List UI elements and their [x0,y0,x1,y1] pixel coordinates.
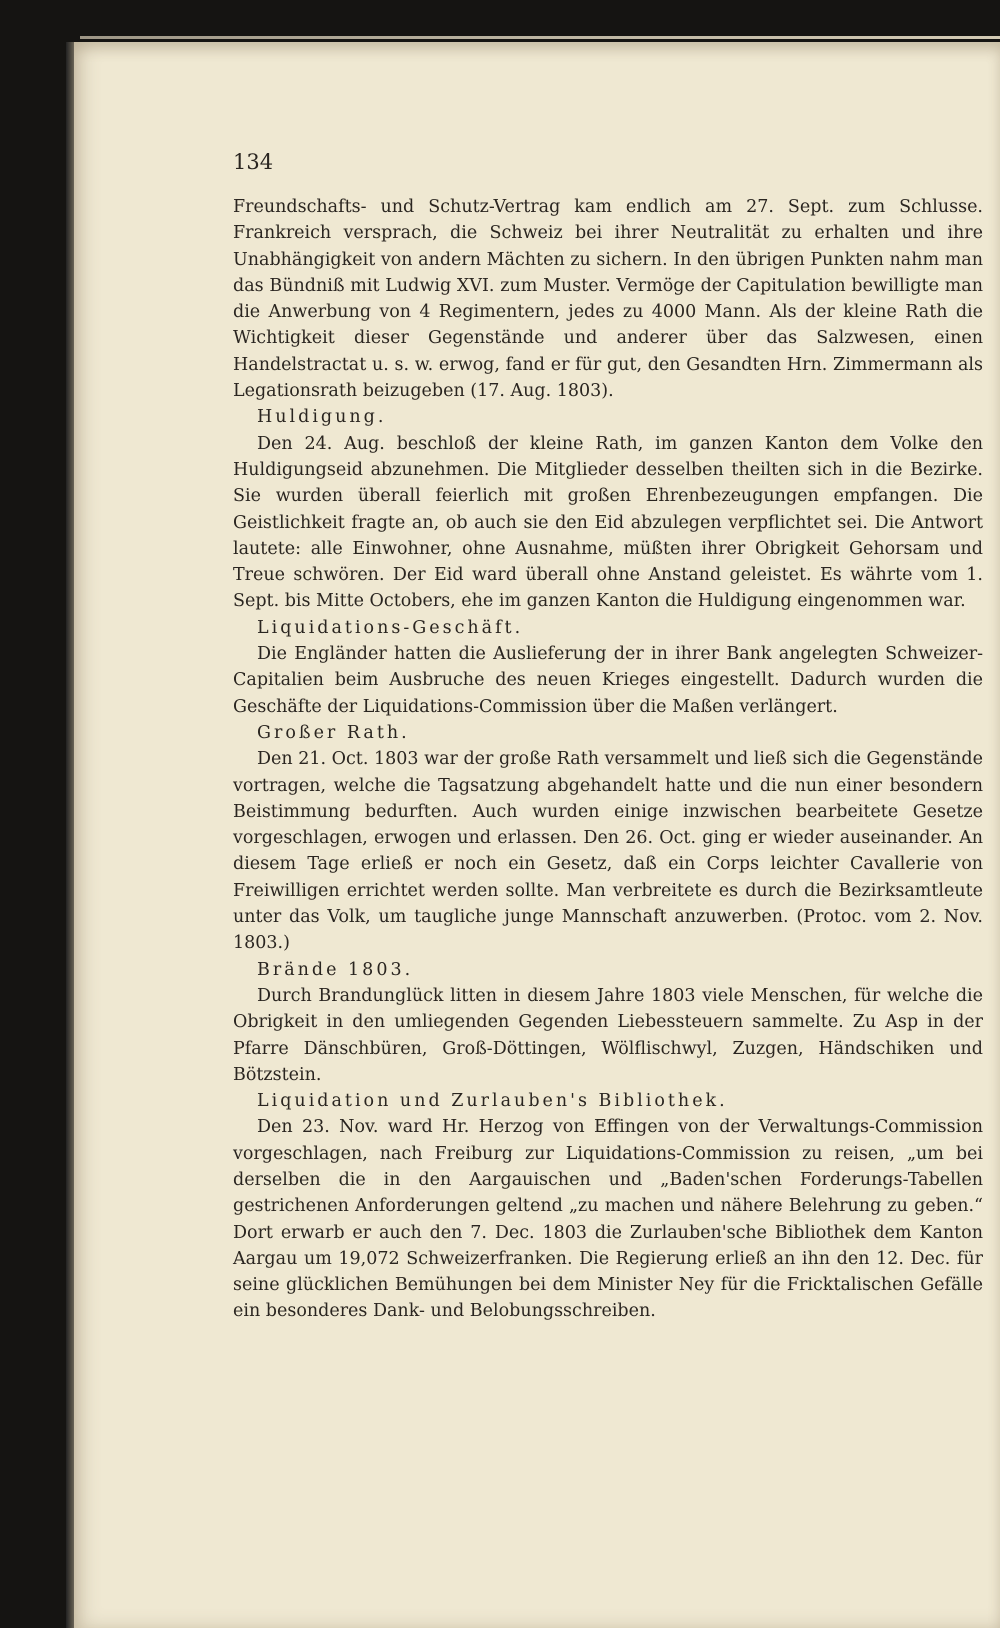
page-number: 134 [233,150,274,174]
paragraph: Freundschafts- und Schutz-Vertrag kam endlich am 27. Sept. zum Schlusse. Frankreich versprach, die Schweiz bei ihrer Neutralität zu erhalten und ihre Unabhängigkeit von andern Mächten zu sichern. In den übrigen Punkten nahm man das Bündniß mit Ludwig XVI. zum Muster. Vermöge der Capitulation bewilligte man die Anwerbung von 4 Regimentern, jedes zu 4000 Mann. Als der kleine Rath die Wichtigkeit dieser Gegenstände und anderer über das Salzwesen, einen Handelstractat u. s. w. erwog, fand er für gut, den Gesandten Hrn. Zimmermann als Legationsrath beizugeben (17. Aug. 1803). [233,197,983,402]
paragraph: Durch Brandunglück litten in diesem Jahre 1803 viele Menschen, für welche die Obrigkeit in den umliegenden Gegenden Liebessteuern sammelte. Zu Asp in der Pfarre Dänschbüren, Groß-Döttingen, Wölflischwyl, Zuzgen, Händschiken und Bötzstein. [233,985,983,1085]
page-stack-edge [80,36,1000,39]
page-body [233,194,983,1325]
paragraph: Den 21. Oct. 1803 war der große Rath versammelt und ließ sich die Gegenstände vortragen, welche die Tagsatzung abgehandelt hatte und die nun einer besondern Beistimmung bedurften. Auch wurden einige inzwischen bearbeitete Gesetze vorgeschlagen, erwogen und erlassen. Den 26. Oct. ging er wieder auseinander. An diesem Tage erließ er noch ein Gesetz, daß ein Corps leichter Cavallerie von Freiwilligen errichtet werden sollte. Man verbreitete es durch die Bezirksamtleute unter das Volk, um taugliche junge Mannschaft anzuwerben. (Protoc. vom 2. Nov. 1803.) [233,749,983,954]
paragraph: Den 23. Nov. ward Hr. Herzog von Effingen von der Verwaltungs-Commission vorgeschlagen, nach Freiburg zur Liquidations-Commission zu reisen, „um bei derselben die in den Aargauischen und „Baden'schen Forderungs-Tabellen gestrichenen Anforderungen geltend „zu machen und nähere Belehrung zu geben.“ Dort erwarb er auch den 7. Dec. 1803 die Zurlauben'sche Bibliothek dem Kanton Aargau um 19,072 Schweizerfranken. Die Regierung erließ an ihn den 12. Dec. für seine glücklichen Bemühungen bei dem Minister Ney für die Fricktalischen Gefälle ein besonderes Dank- und Belobungsschreiben. [233,1117,983,1322]
paragraph: Den 24. Aug. beschloß der kleine Rath, im ganzen Kanton dem Volke den Huldigungseid abzunehmen. Die Mitglieder desselben theilten sich in die Bezirke. Sie wurden überall feierlich mit großen Ehrenbezeugungen empfangen. Die Geistlichkeit fragte an, ob auch sie den Eid abzulegen verpflichtet sei. Die Antwort lautete: alle Einwohner, ohne Ausnahme, müßten ihrer Obrigkeit Gehorsam und Treue schwören. Der Eid ward überall ohne Anstand geleistet. Es währte vom 1. Sept. bis Mitte Octobers, ehe im ganzen Kanton die Huldigung eingenommen war. [233,433,983,612]
section-heading-liquidations-geschaeft: Liquidations-Geschäft. [257,617,524,638]
section-heading-liquidation-bibliothek: Liquidation und Zurlauben's Bibliothek. [257,1091,728,1112]
paragraph: Die Engländer hatten die Auslieferung der in ihrer Bank angelegten Schweizer-Capitalien beim Ausbruche des neuen Krieges eingestellt. Dadurch wurden die Geschäfte der Liquidations-Commission über die Maßen verlängert. [233,644,983,717]
section-heading-huldigung: Huldigung. [257,407,387,428]
section-heading-grosser-rath: Großer Rath. [257,722,410,743]
section-heading-braende: Brände 1803. [257,959,414,980]
